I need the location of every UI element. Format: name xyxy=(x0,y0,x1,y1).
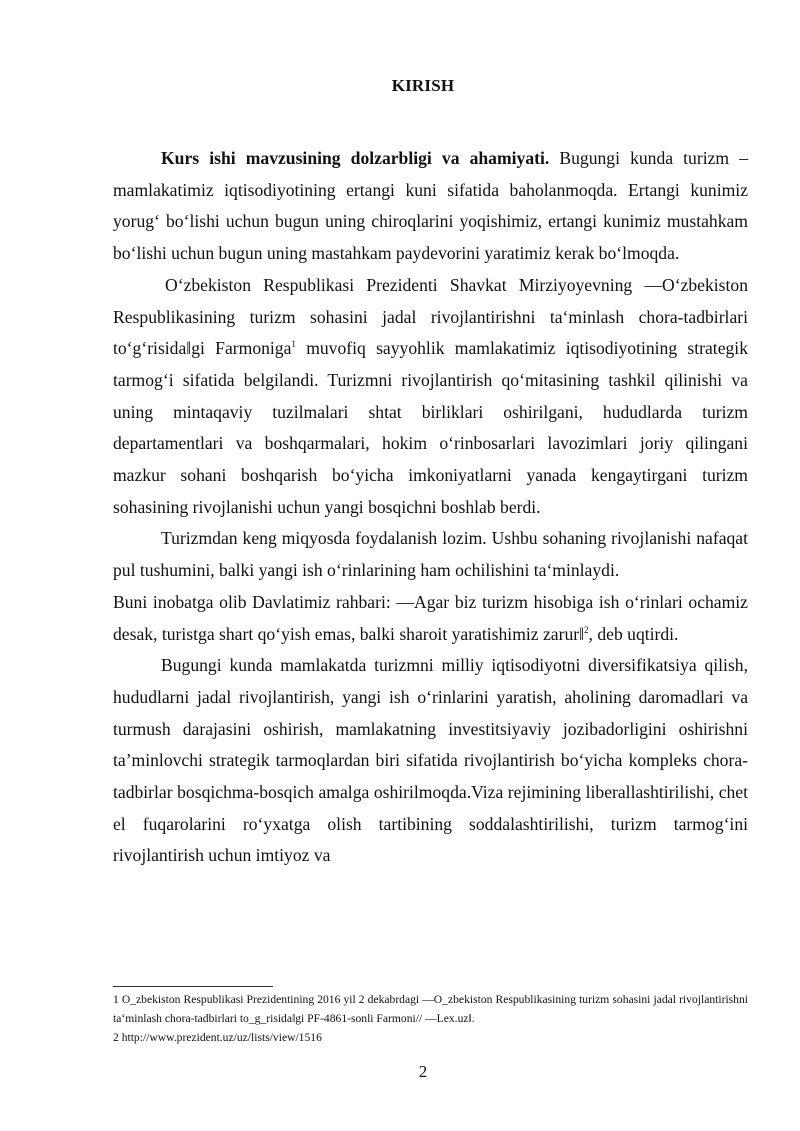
paragraph-5 xyxy=(113,650,748,872)
paragraph-1 xyxy=(113,143,748,270)
footnote-ref-1[interactable]: 1 xyxy=(291,339,296,350)
paragraph-4-text-b: , deb uqtirdi. xyxy=(588,623,679,644)
footnote-ref-2[interactable]: 2 xyxy=(584,624,589,635)
footnotes xyxy=(113,990,748,1047)
body-text xyxy=(113,143,748,872)
paragraph-2-text-b: muvofiq sayyohlik mamlakatimiz iqtisodiyotining strategik tarmog‘i sifatida belgilandi. Turizmni rivojlantirish qo‘mitasining tashkil qilinishi va uning mintaqaviy tuzilmalari shtat birliklari oshirilgani, hududlarda turizm departamentlari va boshqarmalari, hokim o‘rinbosarlari lavozimlari joriy qilingani mazkur sohani boshqarish bo‘yicha imkoniyatlarni yanada kengaytirgani turizm sohasining rivojlanishi uchun yangi bosqichni boshlab berdi. xyxy=(113,338,748,517)
paragraph-5-text: Bugungi kunda mamlakatda turizmni milliy iqtisodiyotni diversifikatsiya qilish, hududlarni jadal rivojlantirish, yangi ish o‘rinlarini yaratish, aholining daromadlari va turmush darajasini oshirish, mamlakatning investitsiyaviy jozibadorligini oshirishni ta’minlovchi strategik tarmoqlardan biri sifatida rivojlantirish bo‘yicha kompleks chora-tadbirlar bosqichma-bosqich amalga oshirilmoqda.Viza rejimining liberallashtirilishi, chet el fuqarolarini ro‘yxatga olish tartibining soddalashtirilishi, turizm tarmog‘ini rivojlantirish uchun imtiyoz va xyxy=(113,655,748,866)
footnote-2: 2 http://www.prezident.uz/uz/lists/view/1516 xyxy=(113,1031,322,1044)
paragraph-1-bold-lead: Kurs ishi mavzusining dolzarbligi va ahamiyati. xyxy=(161,148,550,168)
paragraph-2-text-a: O‘zbekiston Respublikasi Prezidenti Shavkat Mirziyoyevning ―O‘zbekiston Respublikasining turizm sohasini jadal rivojlantirishni ta‘minlash chora-tadbirlari to‘g‘risida‖gi Farmoniga xyxy=(113,274,748,359)
page-heading: KIRISH xyxy=(391,76,455,95)
paragraph-1-text: Bugungi kunda turizm – mamlakatimiz iqtisodiyotining ertangi kuni sifatida baholanmoqda. Ertangi kunimiz yorug‘ bo‘lishi uchun bugun uning chiroqlarini yoqishimiz, ertangi kunimiz mustahkam bo‘lishi uchun bugun uning mastahkam paydevorini yaratimiz kerak bo‘lmoqda. xyxy=(113,148,748,264)
paragraph-4-text-a: Buni inobatga olib Davlatimiz rahbari: ―Agar biz turizm hisobiga ish o‘rinlari ochamiz desak, turistga shart qo‘yish emas, balki sharoit yaratishimiz zarur‖ xyxy=(113,591,748,644)
footnote-1: 1 O_zbekiston Respublikasi Prezidentining 2016 yil 2 dekabrdagi ―O_zbekiston Respublikasining turizm sohasini jadal rivojlantirishni ta‘minlash chora-tadbirlari to_g_risida‖gi PF-4861-sonli Farmoni// ―Lex.uz‖. xyxy=(113,993,748,1025)
page-number: 2 xyxy=(418,1062,428,1081)
paragraph-3-text: Turizmdan keng miqyosda foydalanish lozim. Ushbu sohaning rivojlanishi nafaqat pul tushumini, balki yangi ish o‘rinlarining ham ochilishini ta‘minlaydi. xyxy=(113,528,748,581)
paragraph-3 xyxy=(113,523,748,586)
paragraph-4 xyxy=(113,587,748,650)
footnote-divider xyxy=(113,986,273,987)
paragraph-2 xyxy=(113,270,748,524)
